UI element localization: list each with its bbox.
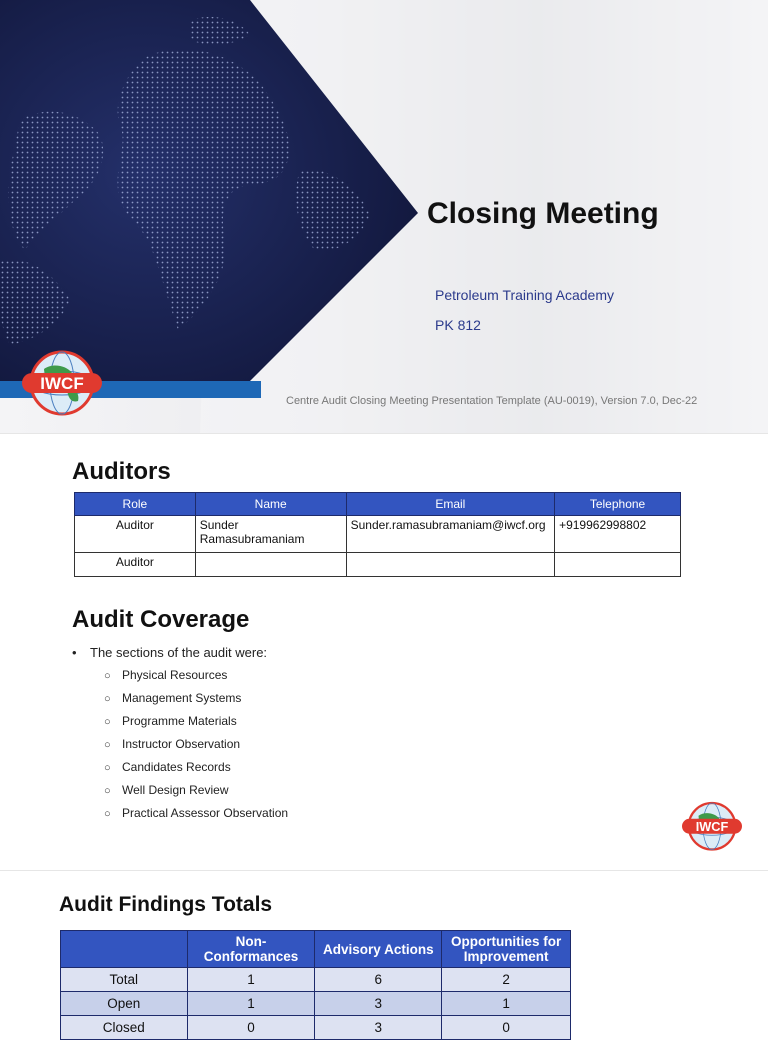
circle-bullet-icon: ○ xyxy=(104,716,111,728)
auditor-name xyxy=(195,553,346,577)
opportunities-value: 1 xyxy=(442,992,571,1016)
advisory-actions-value: 3 xyxy=(315,992,442,1016)
non-conformances-value: 1 xyxy=(187,992,315,1016)
section-label: Candidates Records xyxy=(122,760,231,774)
table-header-row xyxy=(75,493,681,516)
section-label: Programme Materials xyxy=(122,714,237,728)
column-header-email: Email xyxy=(346,493,554,516)
table-row xyxy=(75,516,681,553)
column-header-non-conformances: Non-Conformances xyxy=(187,931,315,968)
auditor-role: Auditor xyxy=(75,516,196,553)
row-label: Closed xyxy=(61,1016,188,1040)
column-header-role: Role xyxy=(75,493,196,516)
presentation-title: Closing Meeting xyxy=(427,197,659,230)
findings-slide xyxy=(0,870,768,1035)
row-label: Open xyxy=(61,992,188,1016)
column-header-opportunities: Opportunities for Improvement xyxy=(442,931,571,968)
organisation-name: Petroleum Training Academy xyxy=(435,287,614,303)
list-item xyxy=(104,668,288,691)
audit-coverage-heading: Audit Coverage xyxy=(72,606,250,633)
auditor-email: Sunder.ramasubramaniam@iwcf.org xyxy=(346,516,554,553)
column-header-name: Name xyxy=(195,493,346,516)
auditor-role: Auditor xyxy=(75,553,196,577)
table-row xyxy=(61,992,571,1016)
auditors-heading: Auditors xyxy=(72,458,171,485)
template-footer: Centre Audit Closing Meeting Presentation Template (AU-0019), Version 7.0, Dec-22 xyxy=(286,395,698,407)
circle-bullet-icon: ○ xyxy=(104,670,111,682)
table-row xyxy=(61,968,571,992)
section-label: Well Design Review xyxy=(122,783,229,797)
title-slide xyxy=(0,0,768,433)
list-item xyxy=(104,714,288,737)
table-row xyxy=(75,553,681,577)
row-label: Total xyxy=(61,968,188,992)
circle-bullet-icon: ○ xyxy=(104,739,111,751)
circle-bullet-icon: ○ xyxy=(104,785,111,797)
section-label: Management Systems xyxy=(122,691,242,705)
svg-text:IWCF: IWCF xyxy=(40,374,84,393)
table-header-row xyxy=(61,931,571,968)
iwcf-logo xyxy=(22,349,102,419)
list-item xyxy=(104,806,288,829)
list-item xyxy=(104,737,288,760)
section-label: Practical Assessor Observation xyxy=(122,806,289,820)
audit-sections-list xyxy=(104,668,288,829)
coverage-intro-text: The sections of the audit were: xyxy=(90,645,268,660)
opportunities-value: 2 xyxy=(442,968,571,992)
coverage-intro xyxy=(72,645,267,660)
advisory-actions-value: 3 xyxy=(315,1016,442,1040)
iwcf-logo-small xyxy=(682,800,742,854)
circle-bullet-icon: ○ xyxy=(104,808,111,820)
non-conformances-value: 0 xyxy=(187,1016,315,1040)
auditor-telephone xyxy=(555,553,681,577)
svg-text:IWCF: IWCF xyxy=(695,818,729,834)
circle-bullet-icon: ○ xyxy=(104,762,111,774)
opportunities-value: 0 xyxy=(442,1016,571,1040)
bullet-icon: • xyxy=(72,645,77,660)
column-header-telephone: Telephone xyxy=(555,493,681,516)
auditors-slide xyxy=(0,433,768,871)
list-item xyxy=(104,691,288,714)
auditors-table xyxy=(74,492,681,577)
circle-bullet-icon: ○ xyxy=(104,693,111,705)
centre-code: PK 812 xyxy=(435,317,481,333)
column-header-advisory-actions: Advisory Actions xyxy=(315,931,442,968)
auditor-name: Sunder Ramasubramaniam xyxy=(195,516,346,553)
list-item xyxy=(104,760,288,783)
findings-heading: Audit Findings Totals xyxy=(59,893,273,916)
non-conformances-value: 1 xyxy=(187,968,315,992)
table-row xyxy=(61,1016,571,1040)
section-label: Instructor Observation xyxy=(122,737,241,751)
column-header-blank xyxy=(61,931,188,968)
advisory-actions-value: 6 xyxy=(315,968,442,992)
list-item xyxy=(104,783,288,806)
auditor-telephone: +919962998802 xyxy=(555,516,681,553)
auditor-email xyxy=(346,553,554,577)
section-label: Physical Resources xyxy=(122,668,228,682)
